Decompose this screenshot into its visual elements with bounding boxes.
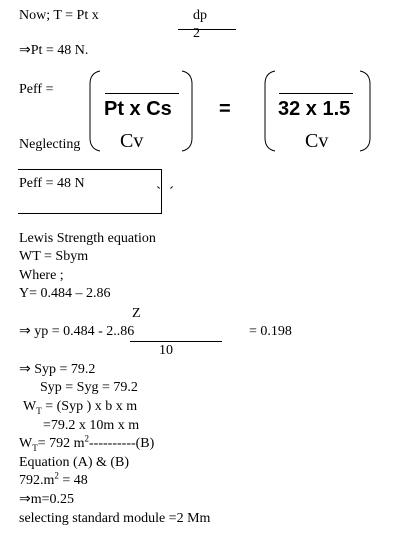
- text-now-t-equals: Now; T = Pt x: [19, 8, 99, 23]
- left-paren-1: [88, 70, 102, 152]
- wt3-tail: ----------(B): [89, 436, 155, 451]
- text-dp: dp: [193, 8, 207, 23]
- text-syp-1: ⇒ Syp = 79.2: [19, 362, 96, 377]
- text-yp-result: = 0.198: [249, 324, 292, 339]
- text-calc: =79.2 x 10m x m: [43, 418, 140, 433]
- text-pt-x-cs: Pt x Cs: [104, 98, 172, 120]
- text-module: selecting standard module =2 Mm: [19, 511, 211, 526]
- wt3-sub: T: [32, 442, 38, 453]
- fraction-bar-ten: [130, 341, 222, 342]
- text-two: 2: [193, 26, 200, 41]
- text-wt-sbym: WT = Sbym: [19, 249, 89, 264]
- overline-pt-x-cs: [105, 93, 179, 94]
- right-paren-2: [358, 70, 372, 152]
- left-paren-2: [263, 70, 277, 152]
- right-paren-1: [180, 70, 194, 152]
- text-peff-48: Peff = 48 N: [19, 176, 85, 191]
- m2-a: 792.m: [19, 473, 55, 488]
- text-wt-formula: [23, 399, 137, 415]
- wt-w: W: [23, 399, 37, 414]
- text-ten: 10: [159, 343, 173, 358]
- text-wt-792: [19, 433, 155, 453]
- m2-b: = 48: [58, 473, 88, 488]
- result-box-top-rule: [18, 169, 162, 170]
- text-where: Where ;: [19, 268, 64, 283]
- text-syp-2: Syp = Syg = 79.2: [40, 380, 138, 395]
- fraction-bar-dp: [178, 29, 236, 30]
- overline-32x15: [279, 93, 353, 94]
- text-lewis-equation: Lewis Strength equation: [19, 231, 156, 246]
- wt-rest: = (Syp ) x b x m: [41, 399, 138, 414]
- text-z: Z: [132, 306, 141, 321]
- text-pt-48: ⇒Pt = 48 N.: [19, 43, 89, 58]
- wt3-sup: 2: [84, 433, 90, 444]
- text-cv-1: Cv: [120, 130, 144, 152]
- text-y-formula: Y= 0.484 – 2.86: [19, 286, 111, 301]
- text-cv-2: Cv: [305, 130, 329, 152]
- text-equation-ab: Equation (A) & (B): [19, 455, 130, 470]
- text-792m2: [19, 470, 88, 489]
- wt3-w: W: [19, 436, 33, 451]
- text-equals: =: [219, 98, 231, 120]
- m2-sup: 2: [54, 470, 59, 481]
- stray-mark-2: [170, 186, 173, 189]
- text-m-result: ⇒m=0.25: [19, 492, 75, 507]
- text-32-x-1-5: 32 x 1.5: [278, 98, 351, 120]
- text-neglecting: Neglecting: [19, 137, 81, 152]
- wt-sub: T: [36, 405, 42, 416]
- text-yp-formula: ⇒ yp = 0.484 - 2..86: [19, 324, 135, 339]
- text-peff: Peff =: [19, 82, 54, 97]
- wt3-rest: = 792 m: [37, 436, 85, 451]
